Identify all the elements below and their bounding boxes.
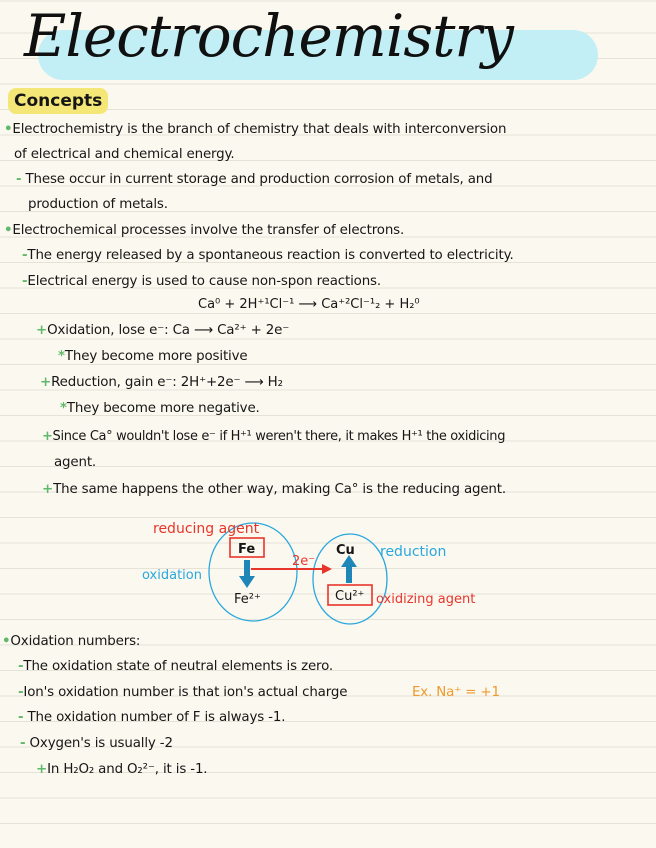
rule-4: - Oxygen's is usually -2	[20, 736, 173, 751]
bullet-star: *	[60, 401, 67, 416]
bullet-dash: -	[16, 172, 22, 187]
reduction-label: reduction	[380, 544, 447, 560]
reaction-equation: Ca⁰ + 2H⁺¹Cl⁻¹ ⟶ Ca⁺²Cl⁻¹₂ + H₂⁰	[198, 297, 420, 312]
bullet-dash: -	[22, 274, 28, 289]
rule-2-example: Ex. Na⁺ = +1	[412, 685, 500, 700]
bullet-plus: +	[40, 375, 52, 390]
fe2-label: Fe²⁺	[234, 592, 261, 607]
bullet-plus: +	[42, 482, 54, 497]
bullet-plus: +	[36, 762, 48, 777]
page-title: Electrochemistry	[24, 2, 513, 70]
bullet-dot: •	[4, 223, 13, 238]
since-line: +Since Ca° wouldn't lose e⁻ if H⁺¹ weren't there, it makes H⁺¹ the oxidicing	[42, 429, 506, 444]
bullet-dash: -	[18, 710, 24, 725]
bullet-dash: -	[18, 685, 24, 700]
fe-down-arrow-head	[239, 576, 255, 588]
rule-4-exception: +In H₂O₂ and O₂²⁻, it is -1.	[36, 762, 208, 777]
bullet-dot: •	[4, 122, 13, 137]
note-line-5: •Electrochemical processes involve the transfer of electrons.	[4, 223, 405, 238]
bullet-dash: -	[18, 659, 24, 674]
electrons-label: 2e⁻	[292, 554, 316, 569]
bullet-dash: -	[20, 736, 26, 751]
note-line-4: production of metals.	[28, 197, 168, 212]
cu2-label: Cu²⁺	[335, 589, 365, 604]
bullet-plus: +	[36, 323, 48, 338]
bullet-dot: •	[2, 634, 11, 649]
note-line-3: - These occur in current storage and production corrosion of metals, and	[16, 172, 493, 187]
oxidation-note: *They become more positive	[58, 349, 248, 364]
reduction-line: +Reduction, gain e⁻: 2H⁺+2e⁻ ⟶ H₂	[40, 375, 283, 390]
note-line-6: -The energy released by a spontaneous reaction is converted to electricity.	[22, 248, 514, 263]
note-line-1: •Electrochemistry is the branch of chemistry that deals with interconversion	[4, 122, 507, 137]
section-heading-concepts: Concepts	[8, 88, 108, 114]
note-line-2: of electrical and chemical energy.	[14, 147, 235, 162]
oxidation-numbers-heading: •Oxidation numbers:	[2, 634, 141, 649]
reduction-note: *They become more negative.	[60, 401, 260, 416]
bullet-dash: -	[22, 248, 28, 263]
reducing-agent-label: reducing agent	[153, 521, 260, 537]
oxidation-line: +Oxidation, lose e⁻: Ca ⟶ Ca²⁺ + 2e⁻	[36, 323, 290, 338]
note-line-7: -Electrical energy is used to cause non-spon reactions.	[22, 274, 381, 289]
since-line-cont: agent.	[54, 455, 97, 470]
oxidizing-agent-label: oxidizing agent	[376, 592, 476, 607]
rule-2: -Ion's oxidation number is that ion's actual charge	[18, 685, 348, 700]
cu-label: Cu	[336, 543, 355, 558]
bullet-plus: +	[42, 429, 53, 444]
bullet-star: *	[58, 349, 65, 364]
fe-label: Fe	[238, 542, 256, 557]
electron-arrow-head	[322, 564, 332, 574]
rule-3: - The oxidation number of F is always -1.	[18, 710, 286, 725]
rule-1: -The oxidation state of neutral elements is zero.	[18, 659, 334, 674]
same-line: +The same happens the other way, making Ca° is the reducing agent.	[42, 482, 506, 497]
oxidation-label: oxidation	[142, 568, 202, 583]
